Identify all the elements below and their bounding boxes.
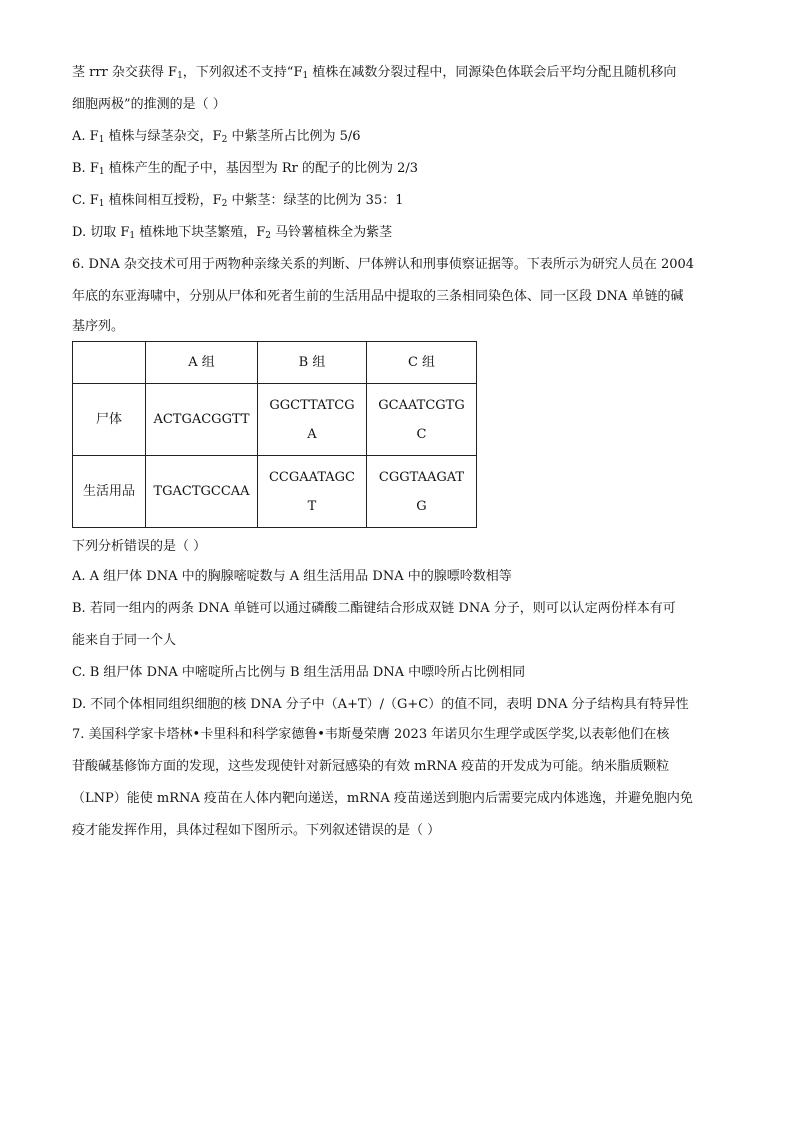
q5-stem-line2: 细胞两极”的推测的是（ ）: [72, 97, 226, 112]
table-header-empty: [73, 342, 146, 384]
q6-stem-line3: 基序列。: [72, 319, 125, 334]
q6-stem-line1: 6. DNA 杂交技术可用于两物种亲缘关系的判断、尸体辨认和刑事侦察证据等。下表所示为研究人员在 2004: [72, 257, 695, 272]
q6-option-c: C. B 组尸体 DNA 中嘧啶所占比例与 B 组生活用品 DNA 中嘌呤所占比例相同: [72, 665, 526, 680]
q6-stem-line2: 年底的东亚海啸中，分别从尸体和死者生前的生活用品中提取的三条相同染色体、同一区段 DNA 单链的碱: [72, 289, 684, 304]
q7-line3: （LNP）能使 mRNA 疫苗在人体内靶向递送，mRNA 疫苗递送到胞内后需要完成内体逃逸，并避免胞内免: [72, 791, 693, 806]
q6-prompt: 下列分析错误的是（ ）: [72, 539, 207, 554]
cell-corpse-b: GGCTTATCG A: [258, 384, 367, 456]
q5-option-a: A. $F_1$ 植株与绿茎杂交，$F_2$ 中紫茎所占比例为 5/6: [72, 129, 361, 145]
q7-line2: 苷酸碱基修饰方面的发现，这些发现使针对新冠感染的有效 mRNA 疫苗的开发成为可能。纳米脂质颗粒: [72, 759, 670, 774]
cell-belongings-c: CGGTAAGAT G: [367, 456, 477, 528]
table-row: [73, 384, 477, 456]
row-label-corpse: 尸体: [73, 384, 146, 456]
cell-corpse-c: GCAATCGTG C: [367, 384, 477, 456]
q7-line1: 7. 美国科学家卡塔林•卡里科和科学家德鲁•韦斯曼荣膺 2023 年诺贝尔生理学或医学奖,以表彰他们在核: [72, 727, 670, 742]
q5-option-d: D. 切取 $F_1$ 植株地下块茎繁殖，$F_2$ 马铃薯植株全为紫茎: [72, 225, 393, 241]
q5-option-c: C. $F_1$ 植株间相互授粉，$F_2$ 中紫茎：绿茎的比例为 35：1: [72, 193, 404, 209]
cell-belongings-a: TGACTGCCAA: [146, 456, 258, 528]
q6-option-d: D. 不同个体相同组织细胞的核 DNA 分子中（A+T）/（G+C）的值不同，表明 DNA 分子结构具有特异性: [72, 697, 689, 712]
table-header-group-c: C 组: [367, 342, 477, 384]
dna-sequence-table: [72, 341, 477, 528]
table-header-group-b: B 组: [258, 342, 367, 384]
q5-stem-line1: 茎 rrr 杂交获得 $F_1$，下列叙述不支持“$F_1$ 植株在减数分裂过程中，同源染色体联会后平均分配且随机移向: [72, 65, 677, 81]
table-header-row: [73, 342, 477, 384]
table-header-group-a: A 组: [146, 342, 258, 384]
table-row: [73, 456, 477, 528]
q6-option-b-line2: 能来自于同一个人: [72, 633, 177, 648]
row-label-belongings: 生活用品: [73, 456, 146, 528]
q7-line4: 疫才能发挥作用，具体过程如下图所示。下列叙述错误的是（ ）: [72, 823, 441, 838]
cell-belongings-b: CCGAATAGC T: [258, 456, 367, 528]
cell-corpse-a: ACTGACGGTT: [146, 384, 258, 456]
q6-option-b-line1: B. 若同一组内的两条 DNA 单链可以通过磷酸二酯键结合形成双链 DNA 分子，则可以认定两份样本有可: [72, 601, 676, 616]
q5-option-b: B. $F_1$ 植株产生的配子中，基因型为 Rr 的配子的比例为 2/3: [72, 161, 419, 177]
q6-option-a: A. A 组尸体 DNA 中的胸腺嘧啶数与 A 组生活用品 DNA 中的腺嘌呤数相等: [72, 569, 512, 584]
